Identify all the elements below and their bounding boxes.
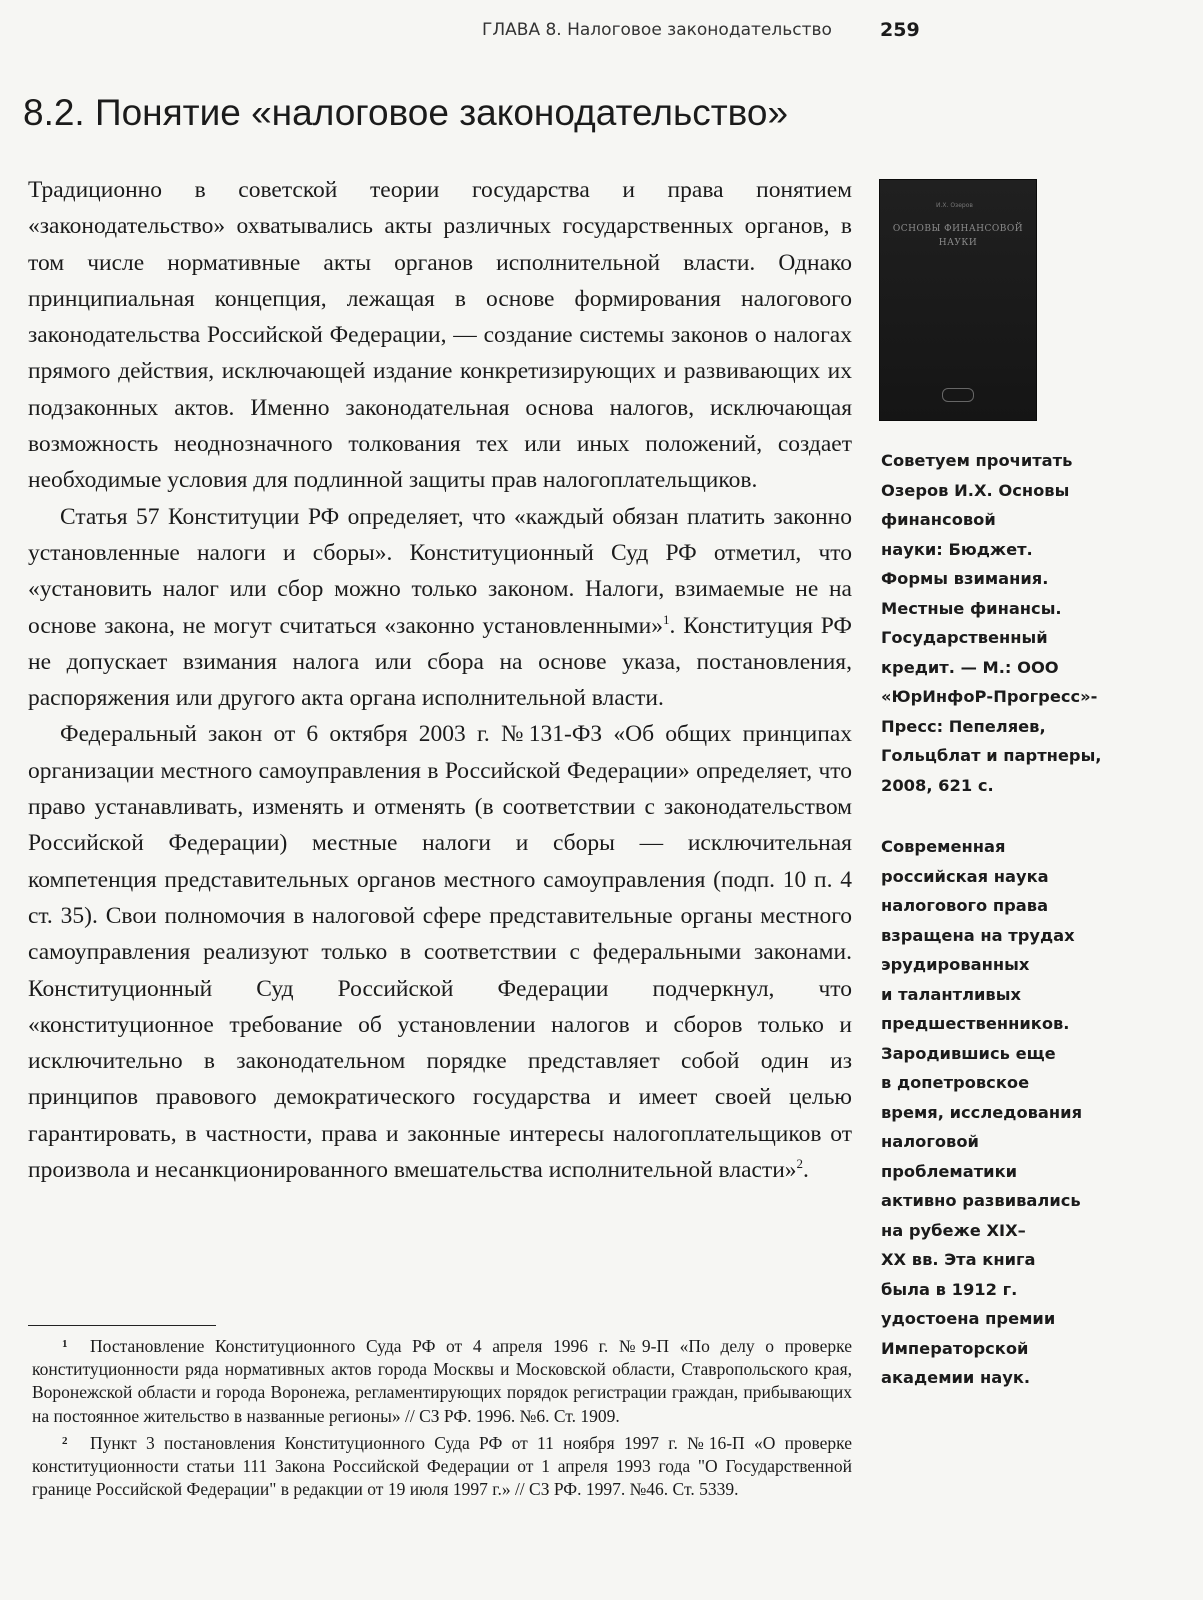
sidebar-note-line: на рубеже XIX– (881, 1220, 1026, 1240)
sidebar-note-line: Императорской (881, 1338, 1029, 1358)
sidebar-book-line: Пресс: Пепеляев, (881, 716, 1046, 736)
paragraph-3-part-a: Федеральный закон от 6 октября 2003 г. №131-ФЗ «Об общих принципах организации местного самоуправления в Российской Федерации» определяет, что право устанавливать, изменять и отменять (в соответствии с законодательством Российской Федерации) местные налоги и сборы — исключительная компетенция представительных органов местного самоуправления (подп. 10 п. 4 ст. 35). Свои полномочия в налоговой сфере представительные органы местного самоуправления реализуют только в соответствии с федеральными законами. Конституционный Суд Российской Федерации подчеркнул, что «конституционное требование об установлении налогов и сборов только и исключительно в законодательном порядке представляет собой один из принципов правового демократического государства и имеет своей целью гарантировать, в частности, права и законные интересы налогоплательщиков от произвола и несанкционированного вмешательства исполнительной власти» (28, 721, 852, 1184)
footnote-1 (32, 1333, 852, 1428)
sidebar-note-line: российская наука (881, 866, 1049, 886)
footnote-ref-1[interactable]: 1 (663, 611, 670, 627)
sidebar-note-line: активно развивались (881, 1191, 1081, 1210)
footnote-1-mark: 1 (62, 1338, 68, 1350)
sidebar-note-line: эрудированных (881, 955, 1030, 974)
sidebar-note-line: проблематики (881, 1161, 1018, 1181)
footnote-2-text: Пункт 3 постановления Конституционного Суда РФ от 11 ноября 1997 г. №16-П «О проверке конституционности статьи 111 Закона Российской Федерации от 1 апреля 1993 года "О Государственной границе Российской Федерации" в редакции от 19 июля 1997 г.» // СЗ РФ. 1997. №46. Ст. 5339. (32, 1432, 852, 1500)
sidebar-book-line: 2008, 621 с. (881, 775, 994, 795)
sidebar-book-line: Государственный (881, 628, 1048, 647)
sidebar-book-line: Формы взимания. (881, 569, 1049, 588)
book-cover-title: ОСНОВЫ ФИНАНСОВОЙ НАУКИ (892, 224, 1024, 248)
paragraph-2 (28, 499, 852, 717)
body-text (28, 172, 852, 1188)
book-cover-author: И.Х. Озеров (936, 202, 973, 209)
sidebar-note-line: XX вв. Эта книга (881, 1250, 1036, 1269)
footnote-ref-2[interactable]: 2 (796, 1156, 804, 1172)
sidebar-note-line: налоговой (881, 1132, 979, 1151)
sidebar-note-line: академии наук. (881, 1368, 1031, 1387)
sidebar-note-line: время, исследования (881, 1102, 1083, 1122)
sidebar-note-line: в допетровское (881, 1073, 1030, 1092)
sidebar-book-line: науки: Бюджет. (881, 539, 1033, 559)
sidebar-book-line: финансовой (881, 510, 996, 529)
footnotes (32, 1333, 852, 1503)
book-cover-image (880, 180, 1036, 420)
sidebar-book-line: Озеров И.Х. Основы (881, 480, 1070, 500)
paragraph-2-part-a: Статья 57 Конституции РФ определяет, что «каждый обязан платить законно установленные налоги и сборы». Конституционный Суд РФ отметил, что «установить налог или сбор можно только законом. Налоги, взимаемые не на основе закона, не могут считаться «законно установленными» (28, 503, 852, 639)
running-head: ГЛАВА 8. Налоговое законодательство (482, 20, 832, 40)
sidebar-note (881, 832, 1121, 1393)
sidebar-note-line: налогового права (881, 896, 1049, 915)
paragraph-1: Традиционно в советской теории государства и права понятием «законодательство» охватывались акты различных государственных органов, в том числе нормативные акты органов исполнительной власти. Однако принципиальная концепция, лежащая в основе формирования налогового законодательства Российской Федерации, — создание системы законов о налогах прямого действия, исключающей издание конкретизирующих и развивающих их подзаконных актов. Именно законодательная основа налогов, исключающая возможность неоднозначного толкования тех или иных положений, создает необходимые условия для подлинной защиты прав налогоплательщиков. (28, 177, 852, 494)
sidebar-note-line: предшественников. (881, 1014, 1070, 1033)
sidebar-note-line: Современная (881, 837, 1006, 856)
sidebar-note-line: удостоена премии (881, 1309, 1056, 1328)
section-title: 8.2. Понятие «налоговое законодательство» (23, 92, 789, 133)
page-number: 259 (880, 19, 920, 41)
paragraph-3-part-b: . (803, 1157, 809, 1184)
footnote-2-mark: 2 (62, 1434, 68, 1447)
paragraph-3 (28, 716, 852, 1188)
sidebar-book-recommendation (881, 446, 1121, 800)
sidebar-book-line: Гольцблат и партнеры, (881, 746, 1102, 765)
footnote-1-text: Постановление Конституционного Суда РФ от 4 апреля 1996 г. №9-П «По делу о проверке конституционности ряда нормативных актов города Москвы и Московской области, Ставропольского края, Воронежской области и города Воронежа, регламентирующих порядок регистрации граждан, прибывающих на постоянное жительство в названные регионы» // СЗ РФ. 1996. №6. Ст. 1909. (32, 1336, 852, 1426)
sidebar-book-line: Местные финансы. (881, 598, 1062, 618)
sidebar-book-line: Советуем прочитать (881, 451, 1073, 470)
sidebar-note-line: была в 1912 г. (881, 1279, 1018, 1299)
paragraph-2-part-b: . Конституция РФ не допускает взимания налога или сбора на основе указа, постановления, распоряжения или другого акта органа исполнительной власти. (28, 612, 852, 712)
publisher-logo-icon (942, 388, 974, 402)
sidebar-note-line: Зародившись еще (881, 1043, 1056, 1063)
sidebar-note-line: взращена на трудах (881, 925, 1075, 945)
sidebar-book-line: кредит. — М.: ООО (881, 657, 1059, 677)
sidebar-book-line: «ЮрИнфоР-Прогресс»- (881, 687, 1098, 706)
footnote-2 (32, 1430, 852, 1502)
footnote-rule (28, 1325, 216, 1326)
sidebar-note-line: и талантливых (881, 984, 1021, 1004)
